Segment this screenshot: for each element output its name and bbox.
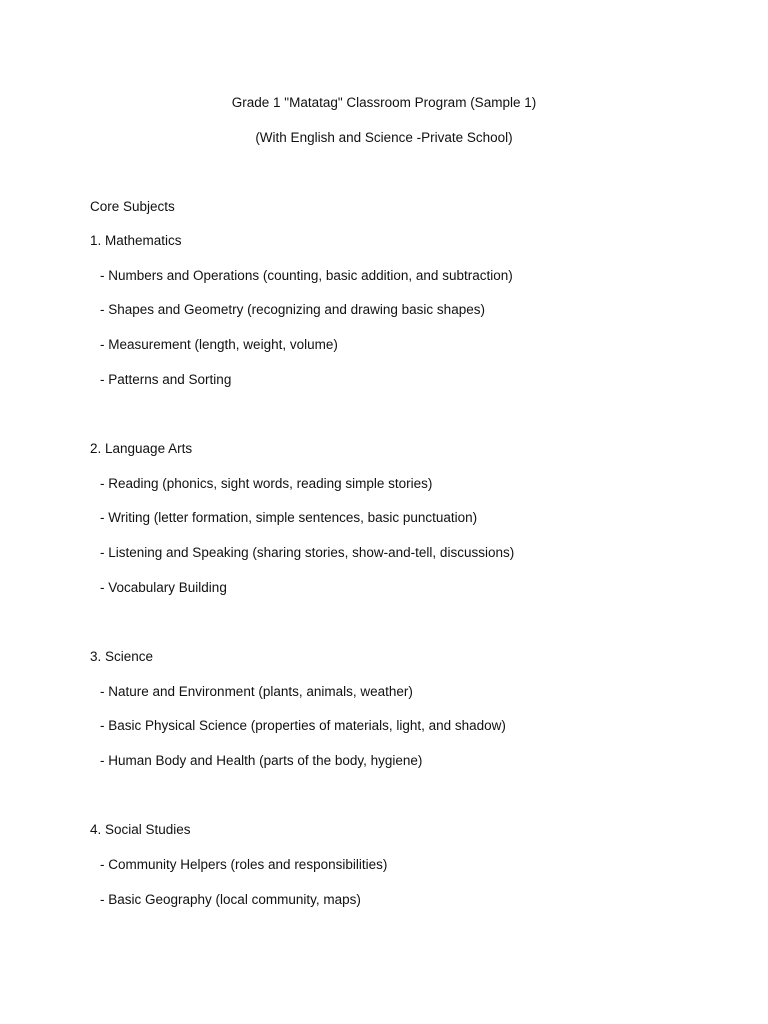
document-title: Grade 1 "Matatag" Classroom Program (Sample 1) [231,95,537,110]
section-heading-science: 3. Science [90,649,154,664]
list-item: - Patterns and Sorting [100,372,232,387]
list-item: - Numbers and Operations (counting, basic addition, and subtraction) [100,268,513,283]
list-item: - Basic Geography (local community, maps) [100,892,361,907]
list-item: - Nature and Environment (plants, animals, weather) [100,684,413,699]
list-item: - Writing (letter formation, simple sentences, basic punctuation) [100,510,478,525]
section-heading-language-arts: 2. Language Arts [90,441,193,456]
document-subtitle: (With English and Science -Private School) [255,130,513,145]
list-item: - Shapes and Geometry (recognizing and drawing basic shapes) [100,302,485,317]
list-item: - Community Helpers (roles and responsibilities) [100,857,388,872]
list-item: - Basic Physical Science (properties of materials, light, and shadow) [100,718,506,733]
list-item: - Measurement (length, weight, volume) [100,337,338,352]
core-subjects-heading: Core Subjects [90,199,175,214]
list-item: - Reading (phonics, sight words, reading simple stories) [100,476,433,491]
list-item: - Human Body and Health (parts of the body, hygiene) [100,753,423,768]
section-heading-mathematics: 1. Mathematics [90,233,182,248]
section-heading-social-studies: 4. Social Studies [90,822,191,837]
list-item: - Vocabulary Building [100,580,227,595]
list-item: - Listening and Speaking (sharing stories, show-and-tell, discussions) [100,545,515,560]
